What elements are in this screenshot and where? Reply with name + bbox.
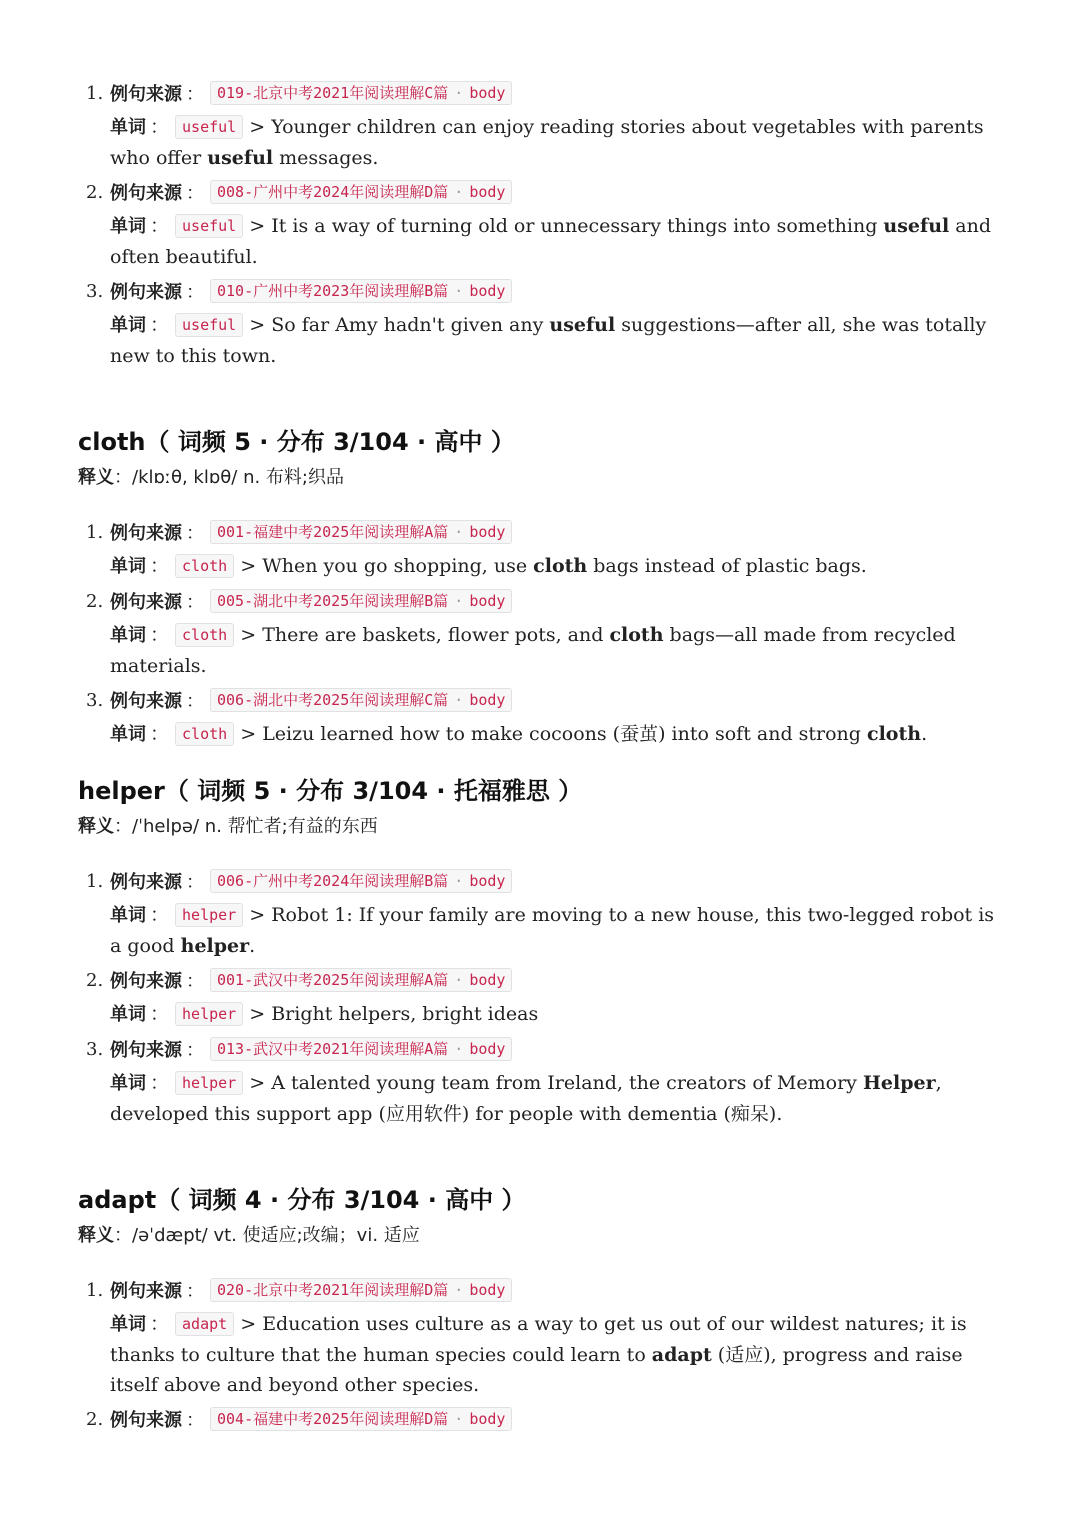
example-source-row: [86, 685, 1006, 715]
example-sentence: [110, 211, 1006, 272]
sentence-post: and often beautiful.: [110, 215, 992, 268]
sentence-pre: There are baskets, flower pots, and: [262, 624, 610, 646]
example-item: [86, 965, 1006, 1030]
sentence-pre: So far Amy hadn't given any: [271, 314, 550, 336]
example-sentence: [110, 620, 1006, 681]
source-label: 例句来源: [110, 691, 182, 712]
arrow: >: [240, 723, 257, 745]
sentence-pre: When you go shopping, use: [262, 555, 534, 577]
arrow: >: [240, 624, 257, 646]
source-text: 004-福建中考2025年阅读理解D篇: [217, 1410, 449, 1428]
source-text: 020-北京中考2021年阅读理解D篇: [217, 1281, 449, 1299]
source-label: 例句来源: [110, 592, 182, 613]
definition-label: 释义: [78, 816, 114, 837]
arrow: >: [240, 555, 257, 577]
arrow: >: [249, 904, 266, 926]
entry-cloth: [78, 426, 1008, 492]
source-code: [210, 520, 512, 544]
source-text: 006-湖北中考2025年阅读理解C篇: [217, 691, 449, 709]
source-part: body: [469, 84, 506, 102]
example-sentence: [110, 112, 1006, 173]
colon: ：: [150, 624, 170, 646]
colon: ：: [114, 1225, 132, 1246]
source-label: 例句来源: [110, 183, 182, 204]
example-number: 3.: [86, 280, 104, 302]
separator-dot: ·: [454, 523, 464, 541]
sentence-keyword: cloth: [867, 723, 922, 745]
word-code: cloth: [175, 554, 234, 578]
sentence-pre: Robot 1: If your family are moving to a new house, this two-legged robot is a good: [110, 904, 995, 957]
example-source-row: [86, 1275, 1006, 1305]
sentence-post: (适应), progress and raise itself above and beyond other species.: [110, 1344, 963, 1396]
arrow: >: [249, 215, 266, 237]
example-sentence: [110, 719, 1006, 750]
colon: ：: [186, 592, 204, 613]
word-code: helper: [175, 1002, 243, 1026]
sentence-post: .: [921, 723, 928, 745]
word-code: helper: [175, 903, 243, 927]
sentence-post: bags—all made from recycled materials.: [110, 624, 956, 677]
source-label: 例句来源: [110, 971, 182, 992]
example-number: 1.: [86, 82, 104, 104]
colon: ：: [150, 1313, 170, 1335]
example-sentence: [110, 1068, 1006, 1129]
definition-label: 释义: [78, 1225, 114, 1246]
sentence-post: messages.: [273, 147, 379, 169]
sentence-pre: A talented young team from Ireland, the creators of Memory: [271, 1072, 863, 1094]
source-text: 010-广州中考2023年阅读理解B篇: [217, 282, 449, 300]
example-source-row: [86, 965, 1006, 995]
word-label: 单词: [110, 1073, 146, 1094]
word-label: 单词: [110, 724, 146, 745]
word-label: 单词: [110, 625, 146, 646]
entry-title: adapt（ 词频 4 · 分布 3/104 · 高中 ）: [78, 1186, 526, 1214]
word-code: useful: [175, 313, 243, 337]
word-label: 单词: [110, 905, 146, 926]
example-item: [86, 1275, 1006, 1400]
source-text: 006-广州中考2024年阅读理解B篇: [217, 872, 449, 890]
colon: ：: [186, 1040, 204, 1061]
sentence-post: .: [249, 935, 256, 957]
example-item: [86, 78, 1006, 173]
sentence-pre: Bright helpers, bright ideas: [271, 1003, 539, 1025]
source-label: 例句来源: [110, 282, 182, 303]
example-number: 3.: [86, 689, 104, 711]
colon: ：: [186, 84, 204, 105]
separator-dot: ·: [454, 1410, 464, 1428]
example-sentence: [110, 1309, 1006, 1400]
source-code: [210, 1037, 512, 1061]
definition-row: [78, 464, 1008, 492]
colon: ：: [150, 1003, 170, 1025]
source-label: 例句来源: [110, 1281, 182, 1302]
separator-dot: ·: [454, 1281, 464, 1299]
colon: ：: [186, 691, 204, 712]
example-sentence: [110, 999, 1006, 1030]
source-code: [210, 81, 512, 105]
source-code: [210, 688, 512, 712]
definition-row: [78, 1222, 1008, 1250]
example-source-row: [86, 1034, 1006, 1064]
example-source-row: [86, 1404, 1006, 1434]
example-number: 2.: [86, 590, 104, 612]
source-code: [210, 1278, 512, 1302]
separator-dot: ·: [454, 592, 464, 610]
example-item: [86, 177, 1006, 272]
separator-dot: ·: [454, 691, 464, 709]
example-item: [86, 866, 1006, 961]
separator-dot: ·: [454, 971, 464, 989]
source-text: 005-湖北中考2025年阅读理解B篇: [217, 592, 449, 610]
entry-title: helper（ 词频 5 · 分布 3/104 · 托福雅思 ）: [78, 777, 583, 805]
word-code: useful: [175, 115, 243, 139]
example-item: [86, 276, 1006, 371]
separator-dot: ·: [454, 84, 464, 102]
separator-dot: ·: [454, 282, 464, 300]
sentence-keyword: helper: [180, 935, 250, 957]
separator-dot: ·: [454, 872, 464, 890]
source-label: 例句来源: [110, 1040, 182, 1061]
word-label: 单词: [110, 216, 146, 237]
separator-dot: ·: [454, 183, 464, 201]
source-code: [210, 1407, 512, 1431]
source-part: body: [469, 691, 506, 709]
word-code: cloth: [175, 722, 234, 746]
example-number: 1.: [86, 870, 104, 892]
word-label: 单词: [110, 556, 146, 577]
colon: ：: [150, 904, 170, 926]
colon: ：: [186, 183, 204, 204]
source-text: 013-武汉中考2021年阅读理解A篇: [217, 1040, 449, 1058]
word-label: 单词: [110, 1314, 146, 1335]
example-sentence: [110, 551, 1006, 582]
sentence-keyword: cloth: [533, 555, 588, 577]
source-code: [210, 180, 512, 204]
entry-title: cloth（ 词频 5 · 分布 3/104 · 高中 ）: [78, 428, 515, 456]
example-list-useful: [86, 78, 1006, 375]
source-part: body: [469, 592, 506, 610]
sentence-keyword: useful: [883, 215, 950, 237]
colon: ：: [150, 314, 170, 336]
separator-dot: ·: [454, 1040, 464, 1058]
source-label: 例句来源: [110, 1410, 182, 1431]
example-item: [86, 586, 1006, 681]
sentence-post: bags instead of plastic bags.: [587, 555, 867, 577]
sentence-post: , developed this support app (应用软件) for people with dementia (痴呆).: [110, 1072, 942, 1125]
word-label: 单词: [110, 117, 146, 138]
example-number: 1.: [86, 521, 104, 543]
definition-row: [78, 813, 1008, 841]
sentence-pre: Education uses culture as a way to get us out of our wildest natures; it is thanks to culture that the human species could learn to: [110, 1313, 967, 1366]
colon: ：: [150, 215, 170, 237]
arrow: >: [249, 1072, 266, 1094]
example-list-helper: [86, 866, 1006, 1133]
example-number: 2.: [86, 969, 104, 991]
colon: ：: [150, 116, 170, 138]
example-list-cloth: [86, 517, 1006, 754]
definition-text: /klɒːθ, klɒθ/ n. 布料;织品: [132, 467, 345, 488]
sentence-pre: Younger children can enjoy reading stories about vegetables with parents who offer: [110, 116, 984, 169]
source-part: body: [469, 183, 506, 201]
example-item: [86, 685, 1006, 750]
source-part: body: [469, 872, 506, 890]
source-label: 例句来源: [110, 523, 182, 544]
source-label: 例句来源: [110, 872, 182, 893]
sentence-pre: Leizu learned how to make cocoons (蚕茧) into soft and strong: [262, 723, 867, 745]
arrow: >: [249, 1003, 266, 1025]
arrow: >: [249, 116, 266, 138]
definition-label: 释义: [78, 467, 114, 488]
source-text: 008-广州中考2024年阅读理解D篇: [217, 183, 449, 201]
entry-helper: [78, 775, 1008, 841]
sentence-post: suggestions—after all, she was totally new to this town.: [110, 314, 987, 367]
example-source-row: [86, 177, 1006, 207]
sentence-keyword: adapt: [651, 1344, 712, 1366]
example-source-row: [86, 586, 1006, 616]
word-code: cloth: [175, 623, 234, 647]
entry-adapt: [78, 1184, 1008, 1250]
example-source-row: [86, 276, 1006, 306]
example-sentence: [110, 310, 1006, 371]
colon: ：: [186, 282, 204, 303]
source-text: 001-福建中考2025年阅读理解A篇: [217, 523, 449, 541]
source-code: [210, 589, 512, 613]
colon: ：: [114, 467, 132, 488]
definition-text: /ˈhelpə/ n. 帮忙者;有益的东西: [132, 816, 378, 837]
word-code: useful: [175, 214, 243, 238]
sentence-keyword: Helper: [862, 1072, 936, 1094]
source-part: body: [469, 1281, 506, 1299]
colon: ：: [186, 971, 204, 992]
word-label: 单词: [110, 1004, 146, 1025]
sentence-keyword: cloth: [609, 624, 664, 646]
source-code: [210, 968, 512, 992]
source-text: 001-武汉中考2025年阅读理解A篇: [217, 971, 449, 989]
example-item: [86, 1404, 1006, 1434]
example-number: 2.: [86, 181, 104, 203]
source-text: 019-北京中考2021年阅读理解C篇: [217, 84, 449, 102]
example-number: 2.: [86, 1408, 104, 1430]
colon: ：: [150, 555, 170, 577]
example-number: 1.: [86, 1279, 104, 1301]
example-item: [86, 517, 1006, 582]
source-code: [210, 279, 512, 303]
colon: ：: [114, 816, 132, 837]
word-label: 单词: [110, 315, 146, 336]
example-source-row: [86, 517, 1006, 547]
word-code: adapt: [175, 1312, 234, 1336]
source-part: body: [469, 971, 506, 989]
example-source-row: [86, 78, 1006, 108]
source-part: body: [469, 1040, 506, 1058]
source-label: 例句来源: [110, 84, 182, 105]
example-number: 3.: [86, 1038, 104, 1060]
colon: ：: [186, 1410, 204, 1431]
source-code: [210, 869, 512, 893]
colon: ：: [150, 723, 170, 745]
sentence-keyword: useful: [549, 314, 616, 336]
source-part: body: [469, 1410, 506, 1428]
sentence-keyword: useful: [207, 147, 274, 169]
sentence-pre: It is a way of turning old or unnecessary things into something: [271, 215, 884, 237]
source-part: body: [469, 523, 506, 541]
example-sentence: [110, 900, 1006, 961]
colon: ：: [186, 523, 204, 544]
colon: ：: [186, 1281, 204, 1302]
example-source-row: [86, 866, 1006, 896]
colon: ：: [150, 1072, 170, 1094]
example-item: [86, 1034, 1006, 1129]
arrow: >: [249, 314, 266, 336]
colon: ：: [186, 872, 204, 893]
word-code: helper: [175, 1071, 243, 1095]
source-part: body: [469, 282, 506, 300]
arrow: >: [240, 1313, 257, 1335]
example-list-adapt: [86, 1275, 1006, 1434]
definition-text: /əˈdæpt/ vt. 使适应;改编；vi. 适应: [132, 1225, 420, 1246]
